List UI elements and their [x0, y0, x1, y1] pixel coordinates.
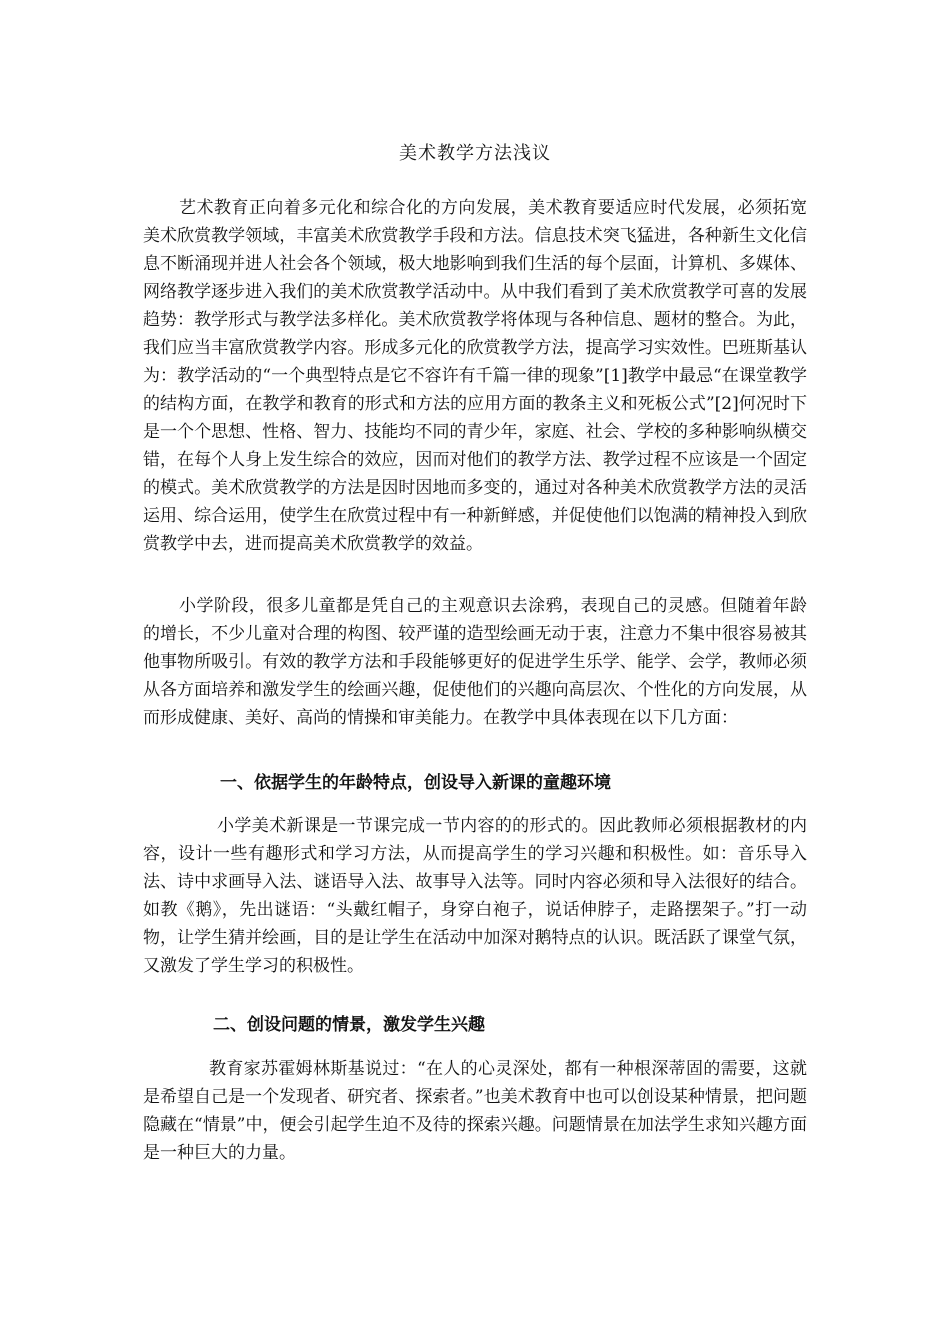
paragraph-text: 艺术教育正向着多元化和综合化的方向发展，美术教育要适应时代发展，必须拓宽美术欣赏教学领域，丰富美术欣赏教学手段和方法。信息技术突飞猛进，各种新生文化信息不断涌现并进人社会各个领域，极大地影响到我们生活的每个层面，计算机、多媒体、网络教学逐步进入我们的美术欣赏教学活动中。从中我们看到了美术欣赏教学可喜的发展趋势：教学形式与教学法多样化。美术欣赏教学将体现与各种信息、题材的整合。为此，我们应当丰富欣赏教学内容。形成多元化的欣赏教学方法，提高学习实效性。巴班斯基认为：教学活动的“一个典型特点是它不容许有千篇一律的现象”[1]教学中最忌“在课堂教学的结构方面，在教学和教育的形式和方法的应用方面的教条主义和死板公式”[2]何况时下是一个个思想、性格、智力、技能均不同的青少年，家庭、社会、学校的多种影响纵横交错，在每个人身上发生综合的效应，因而对他们的教学方法、教学过程不应该是一个固定的模式。美术欣赏教学的方法是因时因地而多变的，通过对各种美术欣赏教学方法的灵活运用、综合运用，使学生在欣赏过程中有一种新鲜感，并促使他们以饱满的精神投入到欣赏教学中去，进而提高美术欣赏教学的效益。	[143, 198, 807, 554]
paragraph-text: 教育家苏霍姆林斯基说过：“在人的心灵深处，都有一种根深蒂固的需要，这就是希望自己是一个发现者、研究者、探索者。”也美术教育中也可以创设某种情景，把问题隐藏在“情景”中，便会引起学生迫不及待的探索兴趣。问题情景在加法学生求知兴趣方面是一种巨大的力量。	[143, 1059, 807, 1163]
paragraph-intro	[143, 194, 807, 558]
paragraph-text: 小学美术新课是一节课完成一节内容的的形式的。因此教师必须根据教材的内容，设计一些有趣形式和学习方法，从而提高学生的学习兴趣和积极性。如：音乐导入法、诗中求画导入法、谜语导入法、故事导入法等。同时内容必须和导入法很好的结合。如教《鹅》，先出谜语：“头戴红帽子，身穿白袍子，说话伸脖子，走路摆架子。”打一动物，让学生猜并绘画，目的是让学生在活动中加深对鹅特点的认识。既活跃了课堂气氛，又激发了学生学习的积极性。	[143, 816, 807, 976]
paragraph-primary-stage	[143, 592, 807, 732]
section-heading-1: 一、依据学生的年龄特点，创设导入新课的童趣环境	[220, 773, 611, 793]
section-heading-2: 二、创设问题的情景，激发学生兴趣	[213, 1015, 485, 1035]
document-title: 美术教学方法浅议	[399, 143, 551, 164]
paragraph-section-2	[143, 1055, 807, 1167]
paragraph-text: 小学阶段，很多儿童都是凭自己的主观意识去涂鸦，表现自己的灵感。但随着年龄的增长，不少儿童对合理的构图、较严谨的造型绘画无动于衷，注意力不集中很容易被其他事物所吸引。有效的教学方法和手段能够更好的促进学生乐学、能学、会学，教师必须从各方面培养和激发学生的绘画兴趣，促使他们的兴趣向高层次、个性化的方向发展，从而形成健康、美好、高尚的情操和审美能力。在教学中具体表现在以下几方面：	[143, 596, 807, 728]
paragraph-section-1	[143, 812, 807, 980]
